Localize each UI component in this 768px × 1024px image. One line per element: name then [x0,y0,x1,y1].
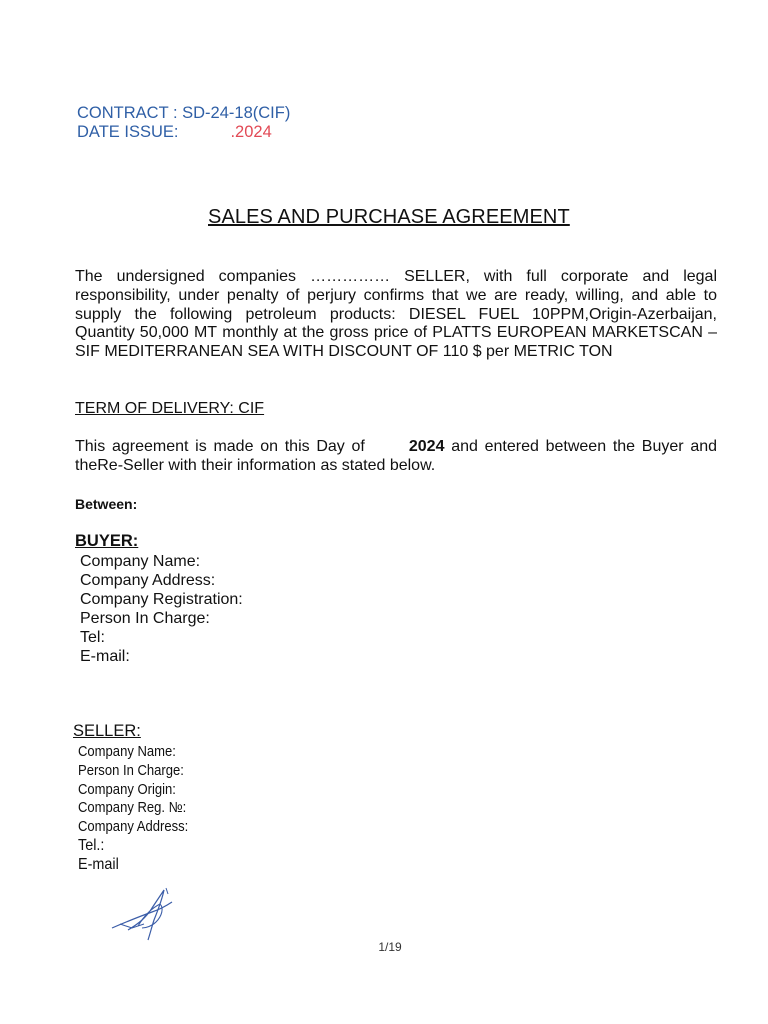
buyer-tel: Tel: [80,629,105,646]
agreement-year: 2024 [408,438,445,455]
paragraph-text-c: monthly at the gross price of PLATTS EUROPEAN MARKETSCAN – SIF MEDITERRANEAN SEA WITH DISCOUNT OF 110 $ per METRIC TON [75,324,717,361]
quantity-value: 50,000 MT [139,324,218,342]
date-row [77,123,290,142]
seller-company-name: Company Name: [78,744,176,760]
seller-tel: Tel.: [78,836,105,854]
date-value: .2024 [230,123,272,141]
page-number: 1/19 [378,940,402,954]
seller-company-reg: Company Reg. №: [78,800,187,817]
date-paragraph-text-b: and entered between the Buyer and theRe-Seller with their information as stated below. [75,438,718,474]
agreement-paragraph [75,268,717,362]
buyer-fields [80,552,243,666]
seller-fields [78,743,188,875]
seller-company-origin: Company Origin: [78,781,176,798]
buyer-person-in-charge: Person In Charge: [80,610,210,627]
paragraph-text-b: Quantity [75,324,140,342]
signature-icon [108,884,180,946]
buyer-company-registration: Company Registration: [80,591,243,608]
paragraph-text-a: The undersigned companies …………… SELLER, with full corporate and legal responsibility, under penalty of perjury confirms that we are ready, willing, and able to supply the following petroleum products: [75,268,717,323]
contract-row: CONTRACT : SD-24-18(CIF) [77,104,291,122]
document-title: SALES AND PURCHASE AGREEMENT [208,206,570,228]
buyer-email: E-mail: [80,648,130,665]
seller-heading: SELLER: [73,722,141,740]
date-label: DATE ISSUE: [77,123,179,141]
between-label: Between: [75,496,138,512]
buyer-company-address: Company Address: [80,572,216,589]
seller-company-address: Company Address: [78,819,189,836]
buyer-company-name: Company Name: [80,553,201,570]
product-description: DIESEL FUEL 10PPM,Origin-Azerbaijan, [408,305,717,323]
date-paragraph-text-a: This agreement is made on this Day of [75,438,365,455]
buyer-heading: BUYER: [75,532,139,550]
term-of-delivery: TERM OF DELIVERY: CIF [75,400,265,417]
contract-label: CONTRACT [77,104,169,122]
date-paragraph [75,437,717,475]
contract-number: SD-24-18(CIF) [182,104,291,122]
contract-header [77,104,290,142]
seller-email: E-mail [78,855,119,873]
seller-person-in-charge: Person In Charge: [78,762,184,779]
